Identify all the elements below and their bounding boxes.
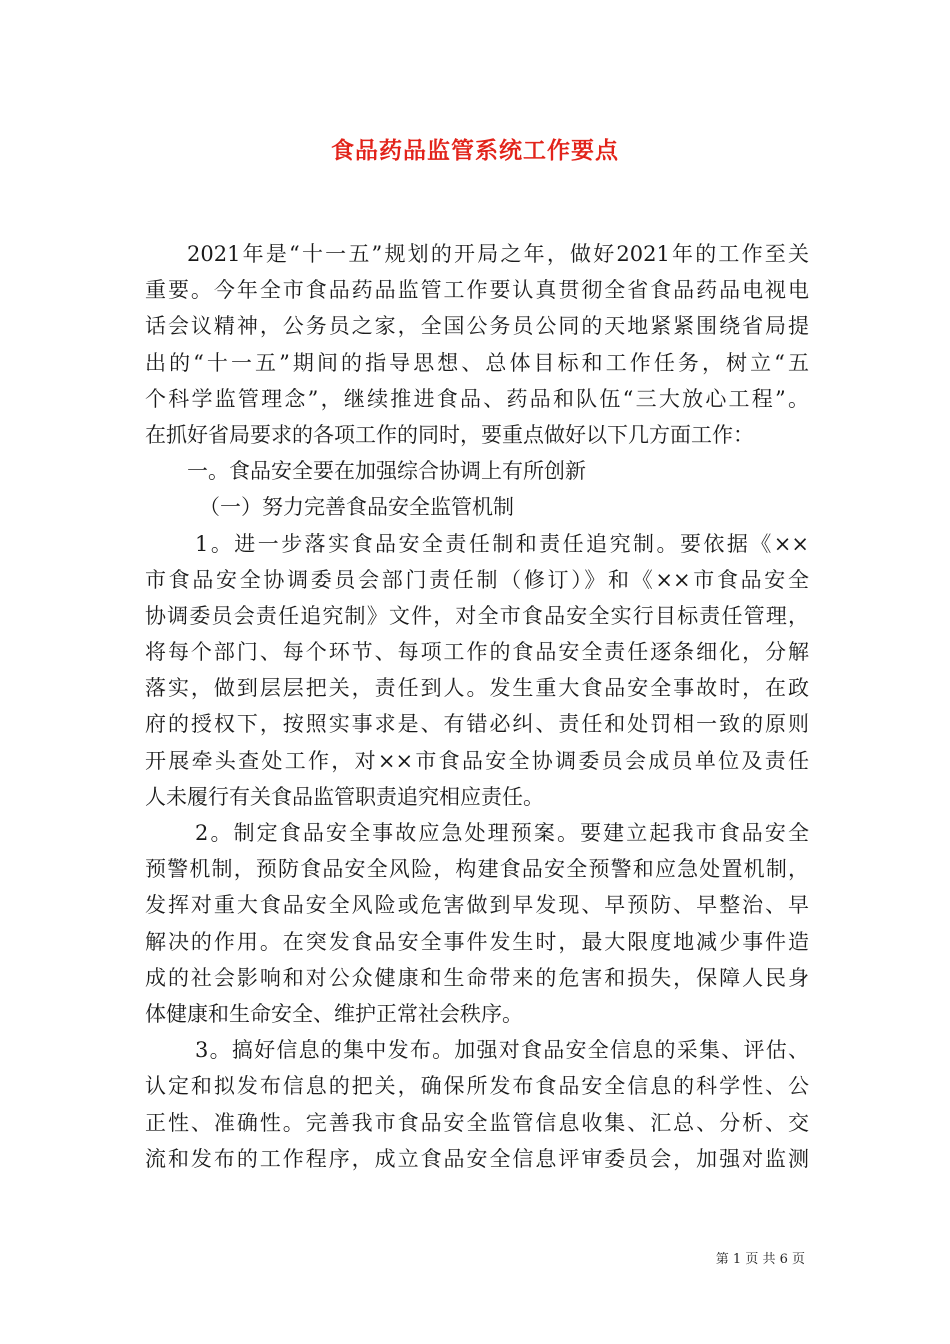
- text-line: 协调委员会责任追究制》文件，对全市食品安全实行目标责任管理，: [145, 603, 809, 628]
- text-line: 将每个部门、每个环节、每项工作的食品安全责任逐条细化，分解: [145, 640, 809, 665]
- text-line: 2021年是“十一五”规划的开局之年，做好2021年的工作至关: [187, 242, 809, 266]
- text-line: 认定和拟发布信息的把关，确保所发布食品安全信息的科学性、公: [145, 1074, 809, 1099]
- text-line: 3。搞好信息的集中发布。加强对食品安全信息的采集、评估、: [195, 1038, 809, 1063]
- text-line: 成的社会影响和对公众健康和生命带来的危害和损失，保障人民身: [145, 965, 809, 990]
- text-line: 个科学监管理念”，继续推进食品、药品和队伍“三大放心工程”。: [145, 386, 809, 411]
- text-line: 府的授权下，按照实事求是、有错必纠、责任和处罚相一致的原则: [145, 712, 809, 737]
- text-line: 正性、准确性。完善我市食品安全监管信息收集、汇总、分析、交: [145, 1110, 809, 1135]
- text-line: 市食品安全协调委员会部门责任制（修订）》和《××市食品安全: [145, 567, 809, 592]
- text-line: 落实，做到层层把关，责任到人。发生重大食品安全事故时，在政: [145, 676, 809, 701]
- text-line: 流和发布的工作程序，成立食品安全信息评审委员会，加强对监测: [145, 1146, 809, 1171]
- document-title: 食品药品监管系统工作要点: [331, 138, 619, 164]
- text-line: 预警机制，预防食品安全风险，构建食品安全预警和应急处置机制，: [145, 857, 809, 882]
- section-heading: 一。食品安全要在加强综合协调上有所创新: [187, 459, 586, 484]
- page-number: 第 1 页 共 6 页: [715, 1252, 805, 1267]
- text-line: 发挥对重大食品安全风险或危害做到早发现、早预防、早整治、早: [145, 893, 809, 918]
- text-line: 在抓好省局要求的各项工作的同时，要重点做好以下几方面工作：: [145, 422, 754, 447]
- document-body: [145, 236, 809, 1177]
- text-line: 解决的作用。在突发食品安全事件发生时，最大限度地减少事件造: [145, 929, 809, 954]
- text-line: 出的“十一五”期间的指导思想、总体目标和工作任务，树立“五: [145, 350, 809, 375]
- text-line: 重要。今年全市食品药品监管工作要认真贯彻全省食品药品电视电: [145, 278, 809, 303]
- text-line: 人未履行有关食品监管职责追究相应责任。: [145, 784, 544, 809]
- text-line: 2。制定食品安全事故应急处理预案。要建立起我市食品安全: [195, 821, 809, 845]
- subsection-heading: （一）努力完善食品安全监管机制: [199, 495, 514, 520]
- text-line: 话会议精神，公务员之家，全国公务员公同的天地紧紧围绕省局提: [145, 314, 809, 339]
- text-line: 体健康和生命安全、维护正常社会秩序。: [145, 1001, 523, 1026]
- text-line: 1。进一步落实食品安全责任制和责任追究制。要依据《××: [195, 531, 809, 556]
- text-line: 开展牵头查处工作，对××市食品安全协调委员会成员单位及责任: [145, 748, 809, 773]
